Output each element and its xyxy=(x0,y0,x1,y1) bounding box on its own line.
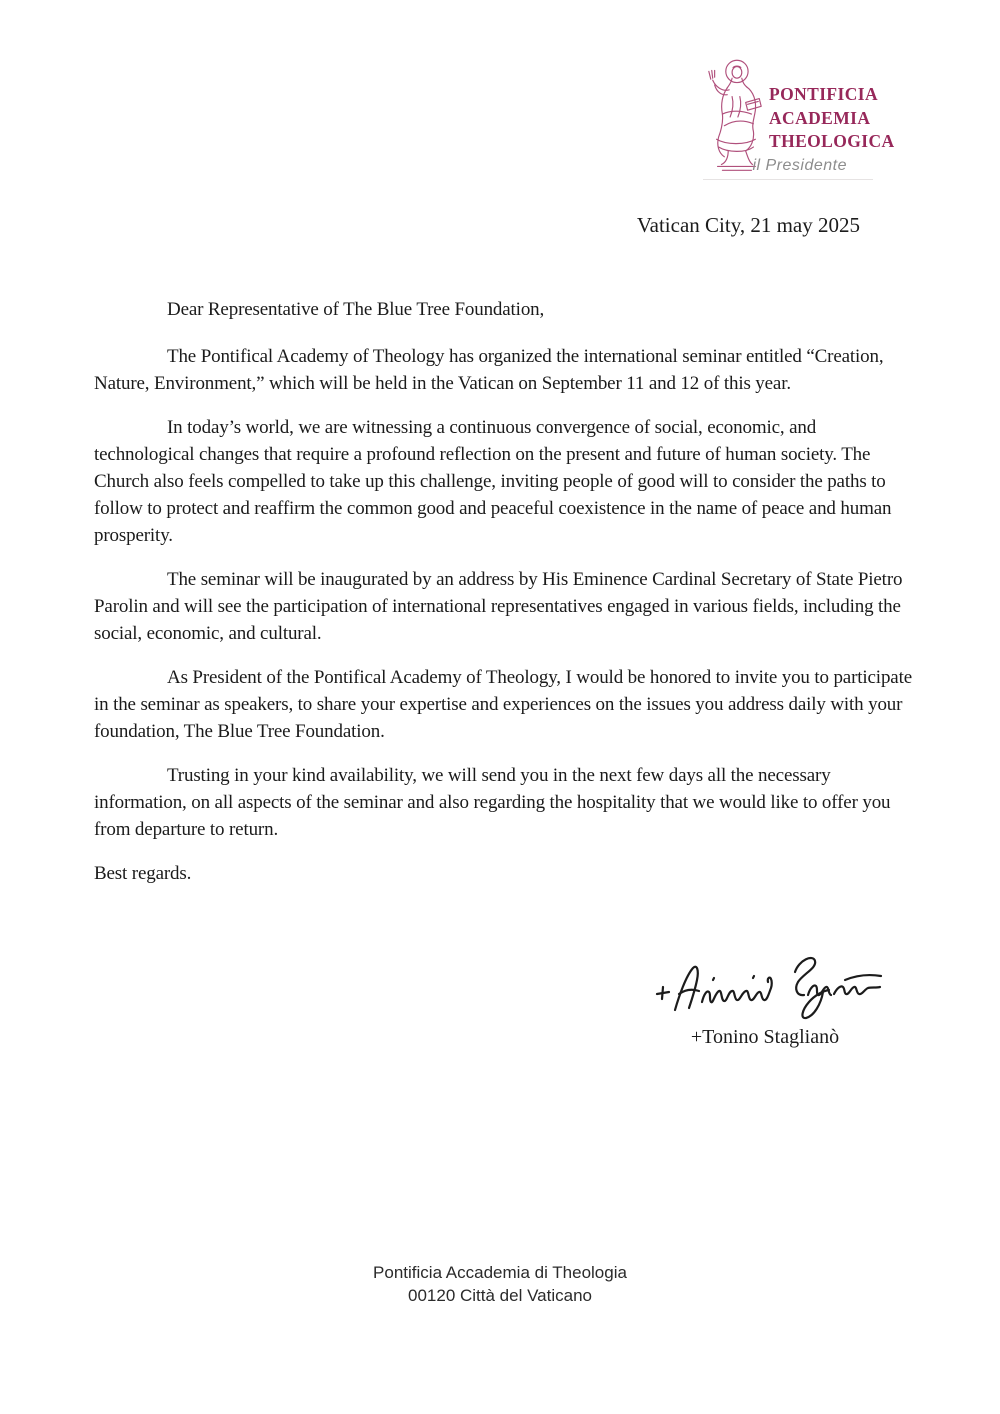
letter-paragraph: In today’s world, we are witnessing a continuous convergence of social, economic, and technological changes that require a profound reflection on the present and future of human society. The Church also feels compelled to take up this challenge, inviting people of good will to consider the paths to follow to protect and reaffirm the common good and peaceful coexistence in the name of peace and human prosperity. xyxy=(94,417,892,546)
org-name-line2: ACADEMIA xyxy=(769,107,871,128)
letter-paragraph: As President of the Pontifical Academy of Theology, I would be honored to invite you to participate in the seminar as speakers, to share your expertise and experiences on the issues you address daily with your foundation, The Blue Tree Foundation. xyxy=(94,667,912,742)
letter-body xyxy=(94,296,912,904)
salutation: Dear Representative of The Blue Tree Foundation, xyxy=(167,299,545,320)
org-name-line3: THEOLOGICA xyxy=(769,131,895,151)
closing: Best regards. xyxy=(94,863,192,884)
footer-org-name: Pontificia Accademia di Theologia xyxy=(373,1263,627,1282)
letter-paragraph: The seminar will be inaugurated by an address by His Eminence Cardinal Secretary of State Pietro Parolin and will see the participation of international representatives engaged in various fields, including the social, economic, and cultural. xyxy=(94,569,903,644)
letter-paragraph: Trusting in your kind availability, we will send you in the next few days all the necessary information, on all aspects of the seminar and also regarding the hospitality that we would like to offer you from departure to return. xyxy=(94,765,891,840)
date-line: Vatican City, 21 may 2025 xyxy=(636,213,860,237)
letter-paragraph: The Pontifical Academy of Theology has organized the international seminar entitled “Creation, Nature, Environment,” which will be held in the Vatican on September 11 and 12 of this year. xyxy=(94,346,884,394)
signature-block xyxy=(645,948,885,1049)
page-footer xyxy=(0,1261,1000,1307)
handwritten-signature xyxy=(645,948,885,1022)
org-name-line1: PONTIFICIA xyxy=(769,84,879,104)
org-name xyxy=(769,83,895,154)
signature-typed-name: +Tonino Staglianò xyxy=(690,1026,840,1048)
letterhead xyxy=(703,56,895,180)
letterhead-subtitle: il Presidente xyxy=(752,157,847,174)
footer-address: 00120 Città del Vaticano xyxy=(408,1286,592,1305)
